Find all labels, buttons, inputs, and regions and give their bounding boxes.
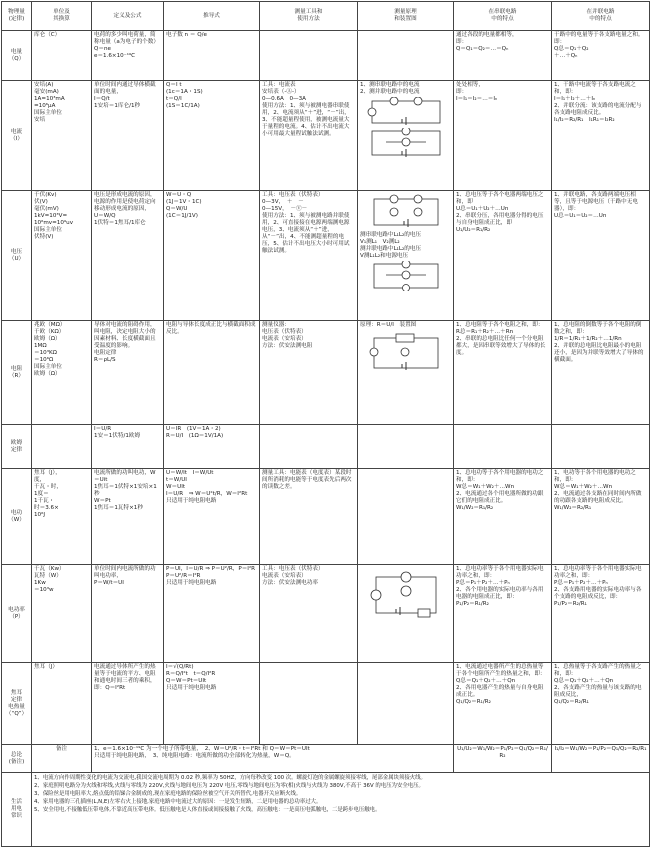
unit-cell: 兆欧（MΩ） 千欧（KΩ） 欧姆（Ω） 1MΩ ＝10³KΩ ＝10⁶Ω 国际主单位 欧姆（Ω）	[32, 321, 92, 425]
series-cell: 1、总电功等于各个用电器的电功之和，即： W总＝W₁＋W₂＋…Wn 2、电流通过各个用电器所做的功跟它们的电阻成正比。 W₁/W₂＝R₁/R₂	[454, 469, 552, 565]
series-cell	[454, 425, 552, 469]
row-resistance	[2, 321, 650, 425]
principle-cell	[358, 663, 454, 745]
definition-cell: 电压是形成电流的原因，电源的作用是使电荷定向移动形成电流的原因， U＝W/Q 1伏特＝1焦耳/1库仑	[92, 191, 164, 321]
voltage-parallel-diagram	[366, 261, 446, 291]
derivation-cell: U＝W/It I＝W/Ut t＝W/UI W＝UIt I＝U/R ⇒ W＝U²t/R，W＝I²Rt 只适用于纯电阻电路	[164, 469, 260, 565]
principle-cell	[358, 565, 454, 663]
principle-cell	[358, 191, 454, 321]
summary-unit: 备注	[32, 745, 92, 773]
row-electric-safety-tips	[2, 773, 650, 847]
derivation-cell: W＝U・Q (1J＝1V・1C) Q＝W/U (1C＝1J/1V)	[164, 191, 260, 321]
tip-line: 4、家用电器的三孔插座(L,N,E)左零右火上接地,家庭电路中电流过大的原因：一是发生短路，二是用电器的总功率过大。	[34, 799, 322, 805]
header-derivation: 推导式	[164, 2, 260, 31]
quantity-cell: 电阻 （R）	[2, 321, 32, 425]
parallel-cell: 1、总热量等于各支路产生的热量之和，即： Q总＝Q₁＋Q₂＋…＋Qn 2、各支路产生的热量与该支路的电阻成反比， Q₁/Q₂＝R₂/R₁	[552, 663, 650, 745]
definition-cell: 电流所做的功叫电功，W＝Uit 1焦耳＝1伏特×1安培×1秒 W＝Pt 1焦耳＝1瓦特×1秒	[92, 469, 164, 565]
tip-line: 1、电流方向作周期性变化的电流为交流电,我国交流电周期为 0.02 秒,频率为 50HZ，方向每秒改变 100 次。螺旋灯泡的金属螺旋须接零线，尾部金属块须接火线。	[34, 775, 426, 781]
header-tool: 测量工具和 使用方法	[260, 2, 358, 31]
summary-parallel-ratio: I₁/I₂＝W₁/W₂＝P₁/P₂＝Q₁/Q₂＝R₂/R₁	[552, 745, 650, 773]
tool-cell	[260, 31, 358, 81]
parallel-cell: 1、并联电路，各支路两端电压相等，且等于电源电压（干路中无电器），即： U总＝U₁＝U₂＝…Un	[552, 191, 650, 321]
row-summary	[2, 745, 650, 773]
header-definition: 定义及公式	[92, 2, 164, 31]
parallel-cell: 1、总电阻的倒数等于各个电阻的倒数之和，即： 1/R＝1/R₁＋1/R₂＋…1/Rn 2、并联的总电阻比电阻最小的电阻还小，是因为并联等效增大了导体的横截面。	[552, 321, 650, 425]
unit-cell: 千瓦（Kw） 瓦特（W） 1Kw ＝10³w	[32, 565, 92, 663]
header-quantity: 物理量 (定律)	[2, 2, 32, 31]
principle-cell	[358, 81, 454, 191]
series-cell: 通过各段的电量都相等， 即： Q＝Q₁＝Q₂＝…＝Qₙ	[454, 31, 552, 81]
tips-content	[32, 773, 650, 847]
tool-cell: 工具：电压表（伏特表） 0—3V， ＋ － 0—15V， －Ⓥ－ 使用方法：1、须与被测电路并联使用，2、可直接接在电源两端测电源电压，3、电流须从“＋”进，从“－”出，4、不能测超量程的电压，5、估计不出电压大小时可用试触法试测。	[260, 191, 358, 321]
unit-cell: 库仑（C）	[32, 31, 92, 81]
row-joules-law	[2, 663, 650, 745]
derivation-cell: I＝√(Q/Rt) R＝Q/I²t t＝Q/I²R Q＝W＝Pt＝UIt 只适用于纯电阻电路	[164, 663, 260, 745]
series-cell: 1、电流通过电器所产生的总热量等于各个电阻所产生的热量之和，即： Q总＝Q₁＋Q₂＋…＋Qn 2、各用电器产生的热量与自身电阻成正比。 Q₁/Q₂＝R₁/R₂	[454, 663, 552, 745]
unit-cell: 焦耳（J）	[32, 663, 92, 745]
principle-text: 原理：R＝U/I 装置图	[360, 322, 417, 328]
principle-cell	[358, 321, 454, 425]
unit-cell: 安培(A) 毫安(mA) 1A=10³mA =10⁶μA 国际主单位 安培	[32, 81, 92, 191]
parallel-cell: 干路中的电量等于各支路电量之和。即： Q总＝Q₁＋Q₂ ＋…＋Qₙ	[552, 31, 650, 81]
header-row	[2, 2, 650, 31]
parallel-circuit-diagram	[366, 128, 446, 158]
derivation-cell: 电子数 n ＝ Q/e	[164, 31, 260, 81]
principle-cell	[358, 31, 454, 81]
quantity-cell: 电功率 （P）	[2, 565, 32, 663]
summary-series-ratio: U₁/U₂＝W₁/W₂＝P₁/P₂＝Q₁/Q₂＝R₁/R₂	[454, 745, 552, 773]
parallel-cell: 1、总电功率等于各个用电器实际电功率之和，即： P总＝P₁＋P₂＋…＋Pₙ 2、各支路用电器的实际电功率与各个支路的电阻成反比，即： P₁/P₂＝R₂/R₁	[552, 565, 650, 663]
quantity-cell: 电流 （I）	[2, 81, 32, 191]
tip-line: 2、家庭照明电路分为火线和零线,火线与零线为 220V,火线与地间电压为 220V 电压,零线与地间电压为零(相)火线与火线为 380V,不高于 36V 的电压为安全电压。	[34, 783, 424, 789]
definition-cell: 单位时间内通过导体横截面的电量， I＝Q/t 1安培＝1库仑/1秒	[92, 81, 164, 191]
principle-text: 测串联电路中L₁L₂的电压 V₁测L₁ V₂测L₂ 测并联电路中L₁L₂的电压 V测L₁L₂和电源电压	[360, 232, 422, 259]
unit-cell	[32, 425, 92, 469]
principle-cell	[358, 469, 454, 565]
quantity-cell: 电量 （Q）	[2, 31, 32, 81]
header-series: 在串联电路 中的特点	[454, 2, 552, 31]
summary-label: 总论 (备注)	[2, 745, 32, 773]
quantity-cell: 电功 （W）	[2, 469, 32, 565]
series-cell: 处处相等， 即： I＝I₁＝I₂＝…＝Iₙ	[454, 81, 552, 191]
tool-cell: 测量仪器： 电压表（伏特表） 电流表（安培表） 方法：伏安法测电阻	[260, 321, 358, 425]
series-cell: 1、总电功率等于各个用电器实际电功率之和，即： P总＝P₁＋P₂＋…＋Pₙ 2、各个用电器的实际电功率与各用电器的电阻成正比，即： P₁/P₂＝R₁/R₂	[454, 565, 552, 663]
power-measure-diagram	[366, 567, 446, 623]
row-ohms-law	[2, 425, 650, 469]
definition-cell: I＝U/R 1安＝1伏特/1欧姆	[92, 425, 164, 469]
tip-line: 5、安全用电,不接触低压带电体,不靠近高压带电体。低压触电是人体直接或间接接触了火线，高压触电：一是高压电弧触电，二是跨步电压触电。	[34, 807, 381, 813]
row-charge	[2, 31, 650, 81]
derivation-cell: U＝IR (1V＝1A・2) R＝U/I (1Ω＝1V/1A)	[164, 425, 260, 469]
parallel-cell: 1、电功等于各个用电器的电功之和，即： W总＝W₁＋W₂＋…Wn 2、电流通过各支路在同时间内所做的功跟各支路的电阻成反比。 W₁/W₂＝R₂/R₁	[552, 469, 650, 565]
tool-cell	[260, 425, 358, 469]
derivation-cell: P＝UI，I＝U/R ⇒ P＝U²/R，P＝I²R P＝U²/R＝I²R 只适用于纯电阻电路	[164, 565, 260, 663]
series-cell: 1、总电压等于各个电器两端电压之和，即 U总＝U₁＋U₂＋…Un 2、串联分压，各用电器分得的电压与自身电阻成正比，即 U₁/U₂＝R₁/R₂	[454, 191, 552, 321]
quantity-cell: 电压 （U）	[2, 191, 32, 321]
unit-cell: 千伏(Kv) 伏(V) 毫伏(mV) 1kV=10³V= 10⁶mv=10⁹uv 国际主单位 伏特(V)	[32, 191, 92, 321]
summary-notes: 1、e＝1.6×10⁻¹⁹C 为一个电子所带电量， 2、W＝U²/R・t＝I²Rt 和 Q＝W＝Pt＝UIt 只适用于纯电阻电路， 3、纯电阻电路：电流所做的功全部转化为热量，W＝Q。	[92, 745, 454, 773]
quantity-cell: 欧姆 定律	[2, 425, 32, 469]
header-principle: 测量原理 和装置图	[358, 2, 454, 31]
parallel-cell: 1、干路中电流等于各支路电流之和，即： I＝I₁＋I₂＋…＋Iₙ 2、并联分流：该支路的电流分配与各支路电阻成反比。 I₁/I₂＝R₂/R₁ I₁R₁＝I₂R₂	[552, 81, 650, 191]
voltage-series-diagram	[366, 193, 446, 231]
definition-cell: 单位时间内电流所做的功叫电功率， P＝W/t＝UI	[92, 565, 164, 663]
tool-cell: 工具：电流表 安培表（-Ⓐ-） 0—0.6A 0—3A 使用方法：1、须与被测电器串联使用，2、电流须从“＋”进，“－”出，3、不能超量程使用，被测电流量大于量程的电流。4、估计不出电流大小可用最大量程试触法试测。	[260, 81, 358, 191]
tip-line: 3、保险丝是用电阻率大,熔点低的铅锑合金制成的,现在家庭电路的保险丝被空气开关所替代,电器开关应断火线。	[34, 791, 302, 797]
tool-cell: 工具：电压表（伏特表） 电流表（安培表） 方法：伏安法测电功率	[260, 565, 358, 663]
definition-cell: 电流通过导体所产生的热量等于电流的平方、电阻和通电时间三者的乘积，即：Q＝I²Rt	[92, 663, 164, 745]
tips-label: 生活 用电 常识	[2, 773, 32, 847]
physics-summary-table	[1, 1, 650, 847]
principle-cell	[358, 425, 454, 469]
parallel-cell	[552, 425, 650, 469]
derivation-cell: 电阻与导体长度成正比与横截面积成反比。	[164, 321, 260, 425]
voltammetry-diagram	[366, 330, 446, 374]
unit-cell: 焦耳（J）， 度， 千瓦・时， 1度＝ 1千瓦・ 时＝3.6× 10⁶J	[32, 469, 92, 565]
tool-cell: 测量工具：电能表（电度表）某段时间所消耗的电能等于电度表先后两次的读数之差。	[260, 469, 358, 565]
definition-cell: 导体对电流的阻碍作用，叫电阻，决定电阻大小的因素材料、长度横截面且受温度的影响。 电阻定律 R＝ρL/S	[92, 321, 164, 425]
derivation-cell: Q＝I t (1c＝1A・1S) t＝Q/I (1S＝1C/1A)	[164, 81, 260, 191]
header-unit: 单位及 其换算	[32, 2, 92, 31]
definition-cell: 电荷的多少叫电荷量，简称电量（a为电子的个数） Q＝ne e＝1.6×10⁻¹⁹C	[92, 31, 164, 81]
series-circuit-diagram	[366, 97, 446, 127]
row-current	[2, 81, 650, 191]
row-electric-power	[2, 565, 650, 663]
principle-text: 1、测串联电路中的电流 2、测并联电路中的电流	[360, 82, 420, 95]
row-voltage	[2, 191, 650, 321]
header-parallel: 在并联电路 中的特点	[552, 2, 650, 31]
tool-cell	[260, 663, 358, 745]
series-cell: 1、总电阻等于各个电阻之和，即： R总＝R₁＋R₂＋…＋Rn 2、串联的总电阻比任何一个分电阻都大，是因串联等效增大了导体的长度。	[454, 321, 552, 425]
row-electric-work	[2, 469, 650, 565]
quantity-cell: 焦耳 定律 电热量 （“Q”）	[2, 663, 32, 745]
